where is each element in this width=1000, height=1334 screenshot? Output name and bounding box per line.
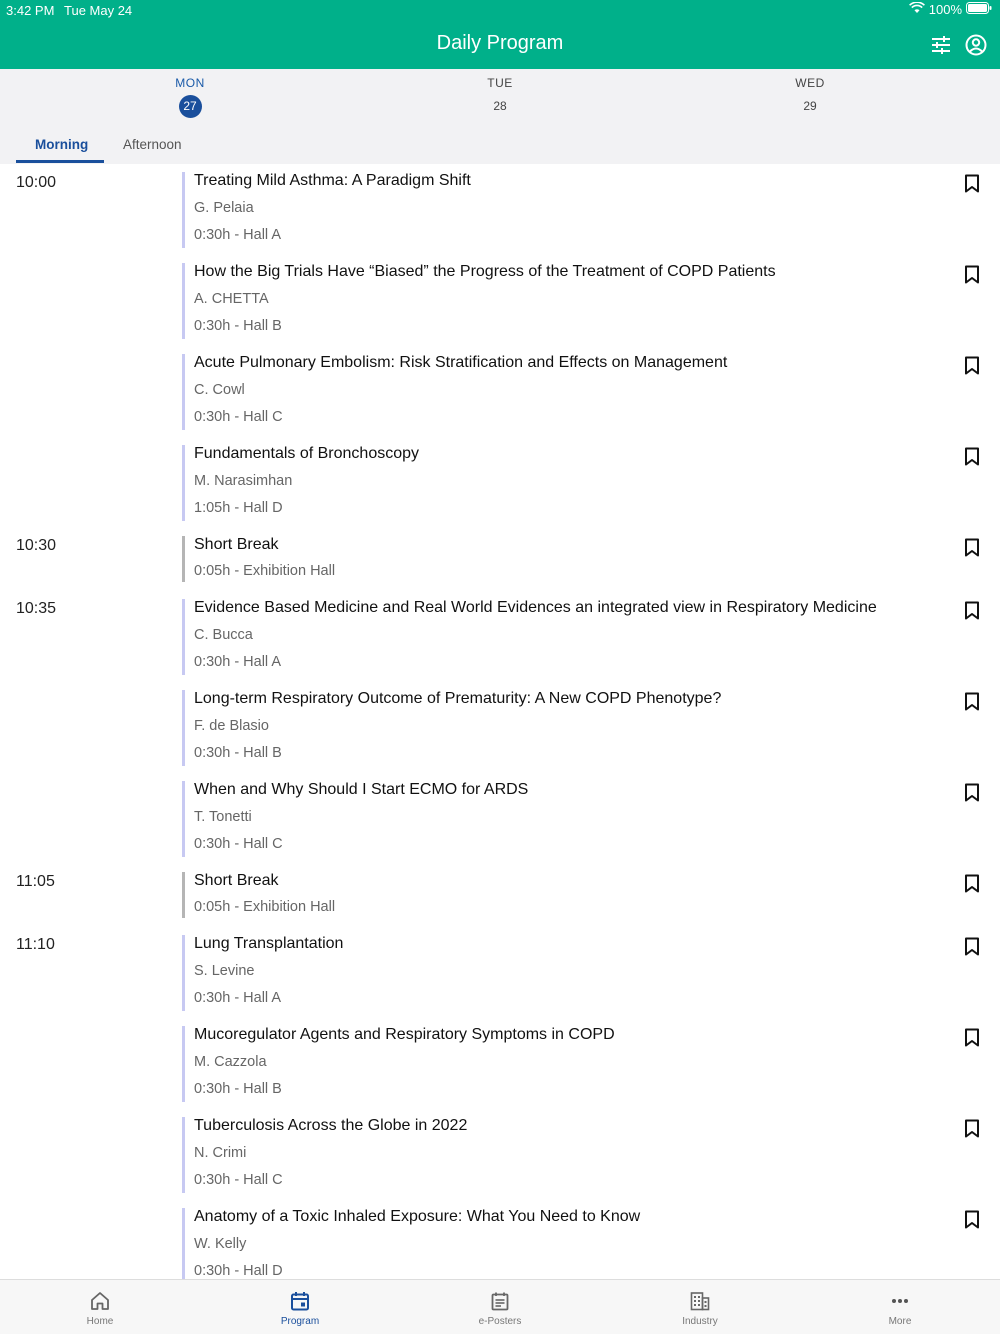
more-icon [890,1291,910,1311]
session-item[interactable] [182,354,962,430]
session-title: Tuberculosis Across the Globe in 2022 [194,1117,468,1134]
bookmark-icon[interactable] [963,600,981,620]
day-number: 29 [803,99,817,113]
tab-home[interactable] [55,1280,145,1334]
session-title: When and Why Should I Start ECMO for ARDS [194,781,529,798]
session-title: How the Big Trials Have “Biased” the Progress of the Treatment of COPD Patients [194,263,776,280]
bookmark-icon[interactable] [963,782,981,802]
session-item[interactable] [182,690,962,766]
session-meta: 0:30h - Hall C [194,836,283,852]
day-tue[interactable] [470,76,530,118]
time-slot-label: 10:00 [16,174,57,191]
session-item[interactable] [182,263,962,339]
app-header [0,0,1000,69]
building-icon [690,1291,710,1311]
session-speaker: M. Cazzola [194,1054,267,1070]
session-accent-bar [182,935,185,1011]
time-slot-label: 10:35 [16,600,57,617]
session-item[interactable] [182,935,962,1011]
session-item[interactable] [182,599,962,675]
session-meta: 0:30h - Hall A [194,654,282,670]
session-accent-bar [182,263,185,339]
session-speaker: T. Tonetti [194,809,252,825]
time-slot-label: 10:30 [16,537,57,554]
bookmark-icon[interactable] [963,936,981,956]
time-slot-label: 11:05 [16,873,55,890]
bookmark-icon[interactable] [963,264,981,284]
session-meta: 0:05h - Exhibition Hall [194,899,336,915]
poster-icon [490,1291,510,1311]
bookmark-icon[interactable] [963,446,981,466]
tab-e-posters[interactable] [455,1280,545,1334]
session-meta: 0:30h - Hall A [194,990,282,1006]
session-meta: 0:30h - Hall C [194,409,283,425]
session-title: Treating Mild Asthma: A Paradigm Shift [194,172,471,189]
calendar-icon [290,1291,310,1311]
session-item[interactable] [182,445,962,521]
time-slot-label: 11:10 [16,936,55,953]
session-accent-bar [182,536,185,582]
bottom-tab-bar [0,1279,1000,1334]
bookmark-icon[interactable] [963,873,981,893]
session-title: Acute Pulmonary Embolism: Risk Stratification and Effects on Management [194,354,728,371]
session-title: Evidence Based Medicine and Real World Evidences an integrated view in Respiratory Medicine [194,599,877,616]
session-accent-bar [182,1117,185,1193]
session-accent-bar [182,172,185,248]
session-accent-bar [182,1026,185,1102]
session-title: Short Break [194,872,279,889]
session-title: Short Break [194,536,279,553]
break-item[interactable] [182,872,962,918]
session-item[interactable] [182,1208,962,1279]
user-circle-icon[interactable] [964,33,988,57]
status-indicators [909,2,992,17]
session-meta: 0:30h - Hall D [194,1263,283,1279]
battery-percent: 100% [928,2,962,17]
session-list[interactable] [0,164,1000,1279]
tab-label: More [888,1316,912,1327]
tab-afternoon[interactable]: Afternoon [123,137,182,152]
tab-label: e-Posters [478,1316,522,1327]
bookmark-icon[interactable] [963,1027,981,1047]
session-speaker: F. de Blasio [194,718,269,734]
session-meta: 0:05h - Exhibition Hall [194,563,336,579]
day-number: 27 [179,95,202,118]
day-mon[interactable] [160,76,220,118]
session-accent-bar [182,690,185,766]
session-meta: 1:05h - Hall D [194,500,283,516]
session-meta: 0:30h - Hall C [194,1172,283,1188]
bookmark-icon[interactable] [963,355,981,375]
session-title: Anatomy of a Toxic Inhaled Exposure: What You Need to Know [194,1208,641,1225]
bookmark-icon[interactable] [963,691,981,711]
break-item[interactable] [182,536,962,582]
session-item[interactable] [182,1117,962,1193]
day-wed[interactable] [780,76,840,118]
session-speaker: G. Pelaia [194,200,254,216]
home-icon [90,1291,110,1311]
tab-label: Industry [682,1316,718,1327]
battery-icon [966,2,992,17]
day-number: 28 [493,99,507,113]
session-accent-bar [182,872,185,918]
session-accent-bar [182,599,185,675]
bookmark-icon[interactable] [963,1209,981,1229]
session-title: Lung Transplantation [194,935,344,952]
tab-label: Program [280,1316,320,1327]
status-date: Tue May 24 [64,3,133,18]
session-item[interactable] [182,781,962,857]
day-name: WED [795,76,825,90]
bookmark-icon[interactable] [963,537,981,557]
session-meta: 0:30h - Hall B [194,745,282,761]
tab-morning[interactable]: Morning [35,137,89,152]
session-speaker: C. Bucca [194,627,253,643]
session-speaker: A. CHETTA [194,291,269,307]
session-accent-bar [182,354,185,430]
sliders-icon[interactable] [929,33,953,57]
tab-more[interactable] [855,1280,945,1334]
session-speaker: N. Crimi [194,1145,247,1161]
bookmark-icon[interactable] [963,1118,981,1138]
session-meta: 0:30h - Hall B [194,1081,282,1097]
day-name: MON [175,76,205,90]
session-accent-bar [182,781,185,857]
day-name: TUE [487,76,513,90]
session-meta: 0:30h - Hall A [194,227,282,243]
session-item[interactable] [182,172,962,248]
session-meta: 0:30h - Hall B [194,318,282,334]
session-title: Mucoregulator Agents and Respiratory Symptoms in COPD [194,1026,615,1043]
page-title: Daily Program [436,32,564,54]
session-speaker: S. Levine [194,963,255,979]
tab-program[interactable] [255,1280,345,1334]
session-title: Long-term Respiratory Outcome of Prematurity: A New COPD Phenotype? [194,690,722,707]
tab-label: Home [86,1316,114,1327]
status-time: 3:42 PM [6,3,55,18]
session-title: Fundamentals of Bronchoscopy [194,445,420,462]
session-speaker: W. Kelly [194,1236,247,1252]
session-item[interactable] [182,1026,962,1102]
bookmark-icon[interactable] [963,173,981,193]
session-speaker: M. Narasimhan [194,473,293,489]
session-accent-bar [182,1208,185,1279]
session-accent-bar [182,445,185,521]
wifi-icon [909,2,925,17]
tab-indicator [16,160,104,163]
tab-industry[interactable] [655,1280,745,1334]
session-speaker: C. Cowl [194,382,245,398]
